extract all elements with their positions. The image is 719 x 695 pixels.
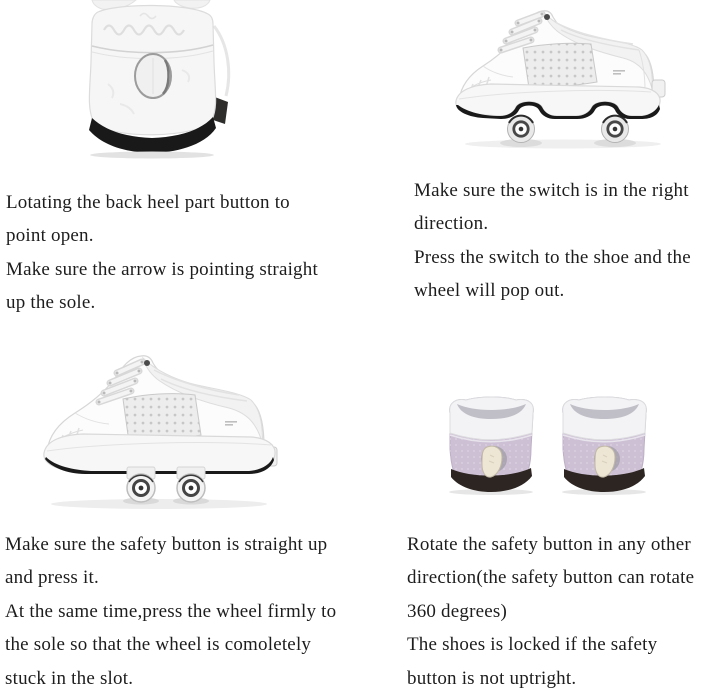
step-1-caption [0,186,400,320]
step-1-section [0,0,400,347]
caption-line: 360 degrees) [407,600,507,622]
caption-line: Make sure the switch is in the right [414,180,689,201]
caption-line: Make sure the safety button is straight up [5,533,328,555]
step-4-section [400,347,719,695]
tongue-logo [544,14,550,20]
floor-shadow [465,139,661,149]
platform-sole [44,434,275,474]
caption-line: up the sole. [6,292,96,314]
caption-line: At the same time,press the wheel firmly to [5,600,337,622]
floor-shadow [51,498,267,510]
caption-line: Rotate the safety button in any other [407,533,691,555]
heel-button-closeup-photo [0,0,400,170]
sneaker-wheels-out-illustration [443,0,673,150]
step-3-section [0,347,400,695]
caption-line: Make sure the arrow is pointing straight [6,258,318,280]
caption-line: and press it. [5,567,99,589]
caption-line: wheel will pop out. [414,280,565,302]
platform-sole [455,84,659,119]
sneaker-wheels-retracted-photo [0,347,400,528]
step-3-caption [0,528,400,695]
heel-button-closeup-illustration [62,0,242,160]
caption-line: point open. [6,225,94,247]
heel-pair-illustration [442,389,662,497]
caption-line: The shoes is locked if the safety [407,634,658,656]
step-4-caption [400,528,719,695]
rear-wheel [601,116,628,143]
caption-line: direction. [414,213,489,235]
tongue-logo [144,360,150,366]
heel-release-button [135,54,171,98]
heel-pair-safety-button-photo [400,347,719,526]
front-wheel [507,116,534,143]
caption-line: stuck in the slot. [5,667,134,689]
step-2-caption [400,174,719,308]
caption-line: direction(the safety button can rotate [407,567,695,589]
sneaker-wheels-out-photo [400,0,719,170]
caption-line: Press the switch to the shoe and the [414,246,691,268]
right-heel-with-safety-button [562,397,646,495]
caption-line: the sole so that the wheel is comoletely [5,634,312,656]
caption-line: button is not uptright. [407,667,577,689]
sneaker-wheels-retracted-illustration [35,347,285,512]
left-heel-with-safety-button [449,397,533,495]
step-2-section [400,0,719,347]
caption-line: Lotating the back heel part button to [6,192,290,213]
front-wheel-tucked [127,474,155,502]
rear-wheel-tucked [177,474,205,502]
